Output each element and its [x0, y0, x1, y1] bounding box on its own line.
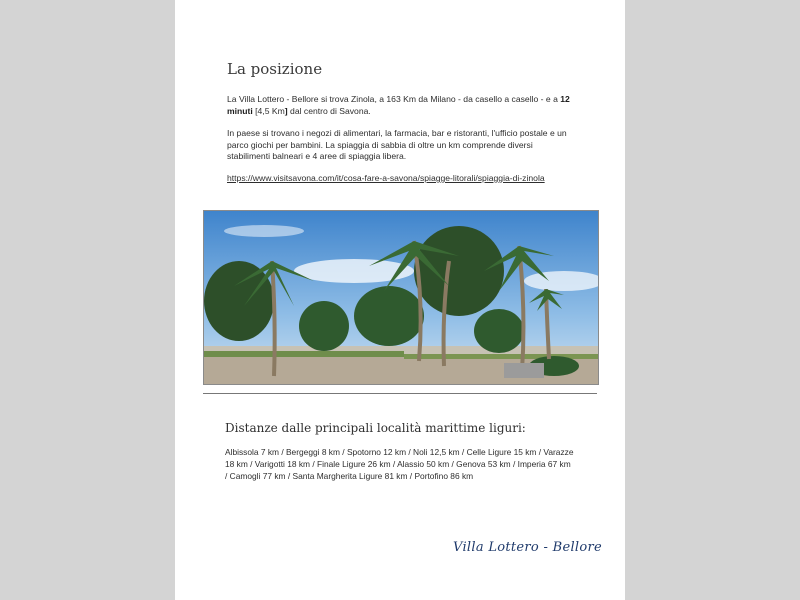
beach-promenade-photo: [203, 210, 599, 385]
services-paragraph: In paese si trovano i negozi di alimentari, la farmacia, bar e ristoranti, l'ufficio postale e un parco giochi per bambini. La spiaggia di sabbia di oltre un km comprende diversi stabilimenti balneari e 4 aree di spiaggia libera.: [227, 128, 567, 161]
intro-bold-bracket: ]: [284, 105, 288, 116]
document-page: [175, 0, 625, 600]
intro-bold-minutes: 12 minuti: [227, 94, 570, 116]
villa-signature: Villa Lottero - Bellore: [453, 540, 603, 555]
intro-text-2: [4,5 Km: [252, 105, 285, 116]
page-title: La posizione: [227, 60, 323, 78]
intro-paragraph: [227, 94, 572, 117]
distances-list: Albissola 7 km / Bergeggi 8 km / Spotorno 12 km / Noli 12,5 km / Celle Ligure 15 km / Varazze 18 km / Varigotti 18 km / Finale Ligure 26 km / Alassio 50 km / Genova 53 km / Imperia 67 km / Camogli 77 km / Santa Margherita Ligure 81 km / Portofino 86 km: [225, 447, 574, 481]
distances-title: Distanze dalle principali località marittime liguri:: [225, 421, 526, 435]
beach-link[interactable]: https://www.visitsavona.com/it/cosa-fare-a-savona/spiagge-litorali/spiaggia-di-zinola: [227, 173, 545, 183]
divider: [203, 393, 597, 394]
intro-text-3: dal centro di Savona.: [287, 105, 371, 116]
intro-text-1: La Villa Lottero - Bellore si trova Zinola, a 163 Km da Milano - da casello a casello - e a: [227, 94, 561, 104]
